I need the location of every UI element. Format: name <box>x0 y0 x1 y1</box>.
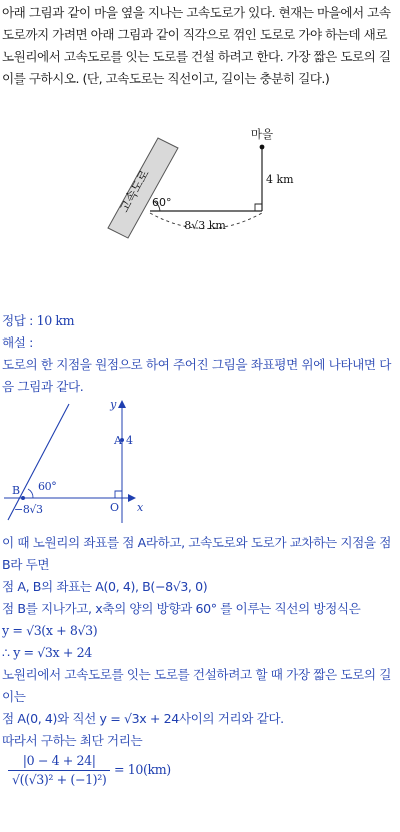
answer-line <box>2 310 398 332</box>
x-axis-arrow <box>128 494 136 502</box>
angle-label-graph: 60° <box>38 480 57 493</box>
right-angle-mark <box>255 204 262 211</box>
point-b-value: −8√3 <box>14 503 43 516</box>
y-axis-label: y <box>110 398 116 411</box>
highway-label: 고속도로 <box>117 167 152 215</box>
explanation-line-1: 도로의 한 지점을 원점으로 하여 주어진 그림을 좌표평면 위에 나타내면 다음 그림과 같다. <box>2 357 391 394</box>
angle-arc-graph <box>28 489 33 498</box>
horizontal-length-label: 8√3 km <box>184 219 226 232</box>
explanation-line-2: 이 때 노원리의 좌표를 점 A라하고, 고속도로와 도로가 교차하는 지점을 점 B라 두면 <box>2 535 392 572</box>
fraction-denominator: √((√3)² + (−1)²) <box>12 772 107 787</box>
origin-right-angle <box>115 491 122 498</box>
y-axis-arrow <box>118 400 126 408</box>
explanation-line-4: 점 B를 지나가고, x축의 양의 방향과 60° 를 이루는 직선의 방정식은 <box>2 601 361 616</box>
angle-label: 60° <box>152 196 172 209</box>
explanation-line-6: 점 A(0, 4)와 직선 y = √3x + 24사이의 거리와 같다. <box>2 711 284 726</box>
explanation-line-5: 노원리에서 고속도로를 잇는 도로를 건설하려고 할 때 가장 짧은 도로의 길이는 <box>2 667 391 704</box>
answer-value: 10 km <box>36 313 75 328</box>
explanation-line-3: 점 A, B의 좌표는 A(0, 4), B(−8√3, 0) <box>2 579 208 594</box>
vertical-length-label: 4 km <box>266 173 294 186</box>
point-a-value: 4 <box>126 434 133 447</box>
fraction-result: = 10(km) <box>113 762 171 777</box>
problem-text: 아래 그림과 같이 마을 옆을 지나는 고속도로가 있다. 현재는 마을에서 고속도로까지 가려면 아래 그림과 같이 직각으로 꺾인 도로로 가야 하는데 새로 노원리에서 고속도로를 잇는 도로를 건설 하려고 한다. 가장 짧은 도로의 길이를 구하시오. (단, 고속도로는 직선이고, 길이는 충분히 길다.) <box>2 5 391 86</box>
village-point <box>260 145 265 150</box>
distance-fraction <box>8 752 110 789</box>
fraction-numerator: |0 − 4 + 24| <box>8 752 110 771</box>
final-distance <box>8 752 398 789</box>
point-b-label: B <box>12 484 20 497</box>
solution-graph <box>2 398 400 528</box>
explanation-label: 해설 : <box>2 335 33 350</box>
equation-1: y = √3(x + 8√3) <box>2 623 98 638</box>
origin-label: O <box>110 501 119 514</box>
explanation-line-7: 따라서 구하는 최단 거리는 <box>2 733 143 748</box>
x-axis-label: x <box>137 501 143 514</box>
problem-figure <box>0 118 400 288</box>
point-b <box>21 496 25 500</box>
highway <box>108 138 178 238</box>
village-label: 마을 <box>250 127 274 141</box>
equation-2: ∴ y = √3x + 24 <box>2 645 92 660</box>
problem-statement <box>2 2 398 90</box>
point-a-label: A <box>114 434 122 447</box>
solution <box>2 310 398 789</box>
answer-label: 정답 : <box>2 313 33 328</box>
